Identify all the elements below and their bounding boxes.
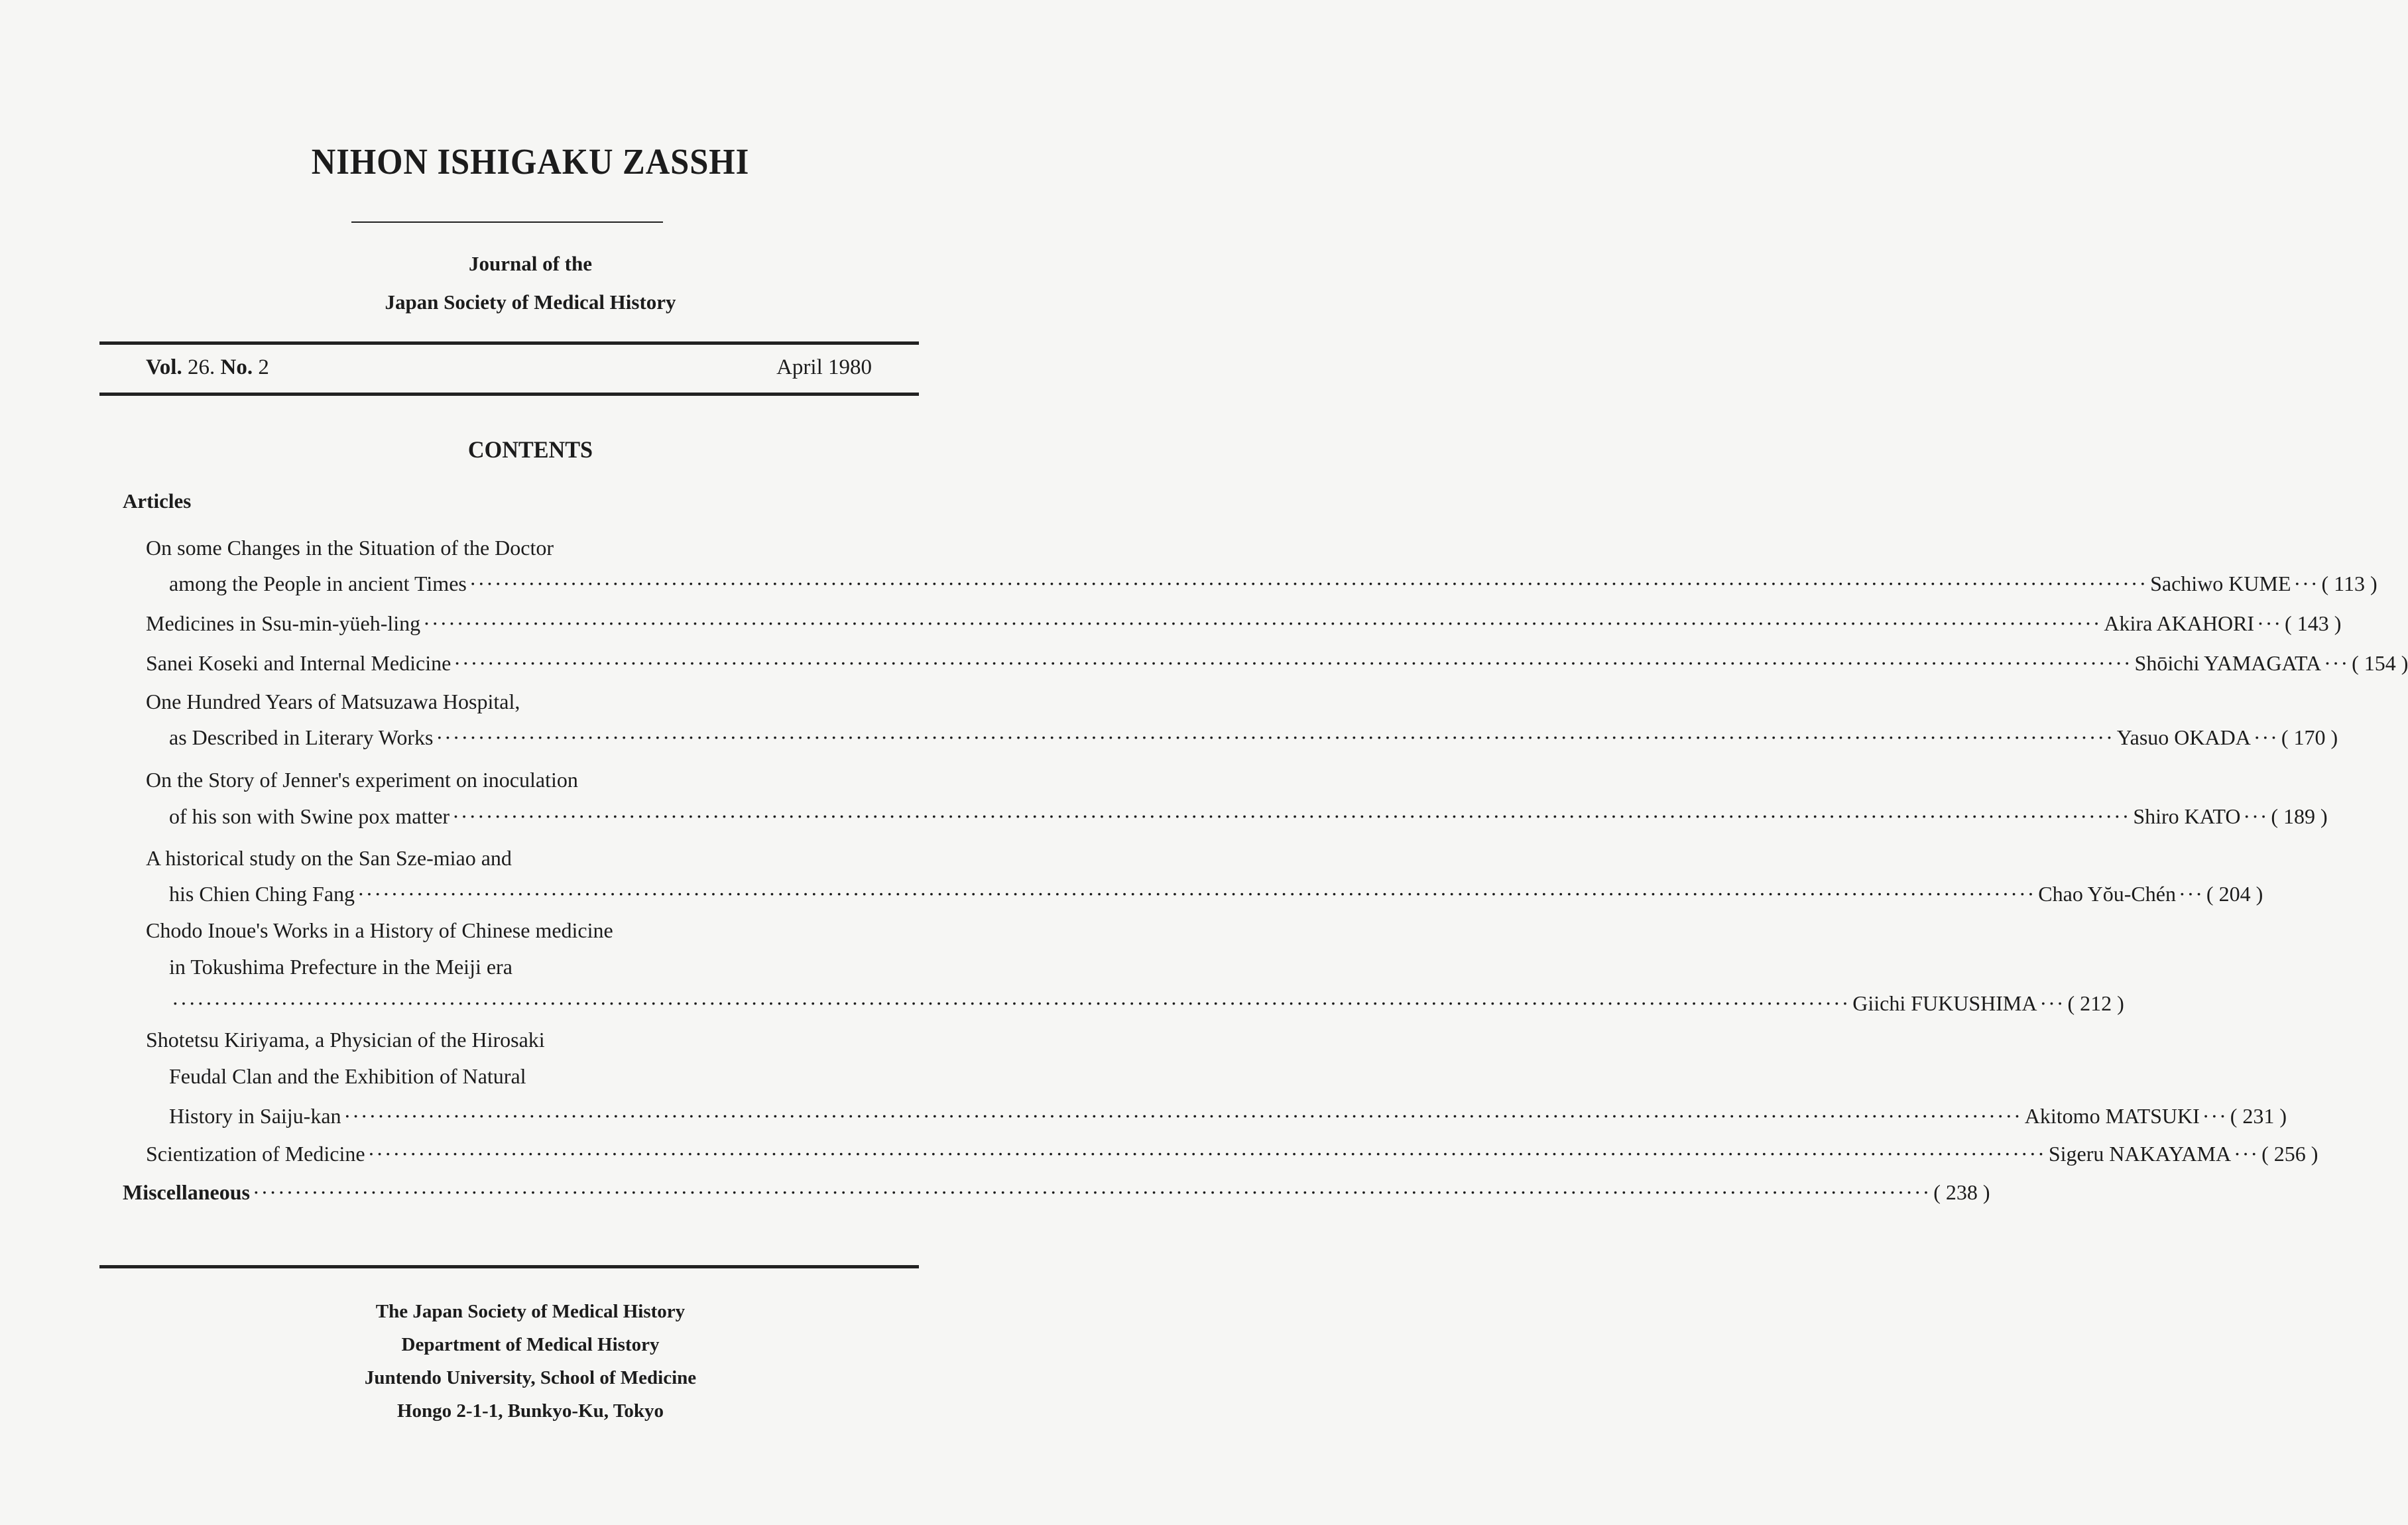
dot-leader: ········································································································································································································ (357, 882, 2036, 906)
article-title-text: On the Story of Jenner's experiment on inoculation (146, 768, 578, 792)
issue-number: 2 (258, 355, 269, 379)
article-author: Akira AKAHORI (2104, 611, 2255, 635)
dot-leader: ··· (2039, 991, 2065, 1015)
footer-rule (99, 1265, 919, 1268)
dot-leader: ··· (2178, 882, 2204, 906)
article-page-number: ( 113 ) (2321, 572, 2378, 595)
contents-heading: CONTENTS (467, 436, 593, 463)
toc-article-line (0, 955, 1061, 984)
article-title-text: in Tokushima Prefecture in the Meiji era (169, 955, 512, 979)
dot-leader: ········································································································································································································ (453, 651, 2132, 675)
journal-subtitle-line2: Japan Society of Medical History (385, 290, 676, 314)
toc-entry (0, 1142, 2318, 1171)
dot-leader: ········································································································································································································ (343, 1104, 2022, 1128)
article-author: Shōichi YAMAGATA (2134, 651, 2322, 675)
article-title-text: among the People in ancient Times (169, 572, 467, 595)
toc-article-line (0, 1064, 1061, 1093)
toc-entry (0, 882, 2263, 911)
toc-article-line (0, 536, 1061, 565)
toc-article-line (0, 918, 1061, 947)
article-page-number: ( 204 ) (2206, 882, 2263, 906)
dot-leader: ········································································································································································································ (252, 1180, 1931, 1204)
dot-leader: ········································································································································································································ (469, 572, 2148, 595)
toc-entry (0, 1104, 2287, 1133)
footer-line-society: The Japan Society of Medical History (375, 1301, 686, 1322)
article-page-number: ( 170 ) (2281, 725, 2338, 749)
dot-leader: ··· (2324, 651, 2350, 675)
article-title-text: Medicines in Ssu-min-yüeh-ling (146, 611, 421, 635)
dot-leader: ··· (2243, 804, 2269, 828)
article-author: Chao Yŏu-Chén (2038, 882, 2176, 906)
article-author: Yasuo OKADA (2116, 725, 2251, 749)
article-title-text: Scientization of Medicine (146, 1142, 365, 1166)
article-title-text: On some Changes in the Situation of the Doctor (146, 536, 554, 560)
dot-leader: ········································································································································································································ (452, 804, 2131, 828)
article-title-text: Sanei Koseki and Internal Medicine (146, 651, 452, 675)
article-author: Shiro KATO (2133, 804, 2241, 828)
toc-miscellaneous (0, 1180, 1990, 1209)
dot-leader: ········································································································································································································ (172, 991, 1850, 1015)
article-title-text: as Described in Literary Works (169, 725, 434, 749)
footer-line-university: Juntendo University, School of Medicine (364, 1367, 697, 1388)
miscellaneous-label: Miscellaneous (123, 1180, 250, 1204)
toc-entry (0, 991, 2124, 1020)
article-title-text: of his son with Swine pox matter (169, 804, 450, 828)
toc-entry (0, 611, 2342, 640)
article-title-text: Shotetsu Kiriyama, a Physician of the Hirosaki (146, 1028, 545, 1052)
dot-leader: ··· (2202, 1104, 2228, 1128)
toc-article-line (0, 768, 1061, 797)
article-page-number: ( 189 ) (2271, 804, 2328, 828)
toc-entry (0, 651, 2408, 680)
miscellaneous-page-number: ( 238 ) (1933, 1180, 1990, 1204)
article-author: Akitomo MATSUKI (2024, 1104, 2200, 1128)
article-title-text: Feudal Clan and the Exhibition of Natural (169, 1064, 526, 1088)
toc-article-line (0, 846, 1061, 875)
dot-leader: ··· (2234, 1142, 2259, 1166)
toc-entry (0, 725, 2338, 755)
article-page-number: ( 231 ) (2230, 1104, 2287, 1128)
article-author: Sigeru NAKAYAMA (2048, 1142, 2232, 1166)
article-page-number: ( 143 ) (2285, 611, 2342, 635)
article-title-text: A historical study on the San Sze-miao and (146, 846, 512, 870)
toc-entry (0, 804, 2328, 833)
volume-number: 26. (187, 355, 215, 379)
header-rule-top (99, 341, 919, 345)
dot-leader: ········································································································································································································ (436, 725, 2114, 749)
issue-date: April 1980 (776, 355, 872, 379)
volume-label: Vol. (146, 355, 182, 379)
dot-leader: ··· (2257, 611, 2283, 635)
toc-article-line (0, 1028, 1061, 1057)
issue-label: No. (220, 355, 253, 379)
article-title-text: his Chien Ching Fang (169, 882, 355, 906)
journal-title: NIHON ISHIGAKU ZASSHI (311, 141, 750, 182)
dot-leader: ··· (2253, 725, 2279, 749)
dot-leader: ········································································································································································································ (367, 1142, 2046, 1166)
toc-entry (0, 572, 2378, 601)
article-title-text: Chodo Inoue's Works in a History of Chinese medicine (146, 918, 613, 942)
footer-line-address: Hongo 2-1-1, Bunkyo-Ku, Tokyo (396, 1400, 664, 1422)
journal-subtitle-line1: Journal of the (469, 252, 592, 275)
articles-heading: Articles (123, 489, 192, 513)
article-page-number: ( 154 ) (2352, 651, 2408, 675)
article-title-text: One Hundred Years of Matsuzawa Hospital, (146, 690, 520, 713)
volume-issue (146, 355, 269, 380)
dot-leader: ········································································································································································································ (423, 611, 2102, 635)
footer-line-department: Department of Medical History (401, 1334, 660, 1355)
article-author: Giichi FUKUSHIMA (1852, 991, 2037, 1015)
title-divider (351, 221, 663, 223)
article-page-number: ( 256 ) (2261, 1142, 2318, 1166)
article-author: Sachiwo KUME (2150, 572, 2291, 595)
header-rule-bottom (99, 393, 919, 396)
dot-leader: ··· (2293, 572, 2319, 595)
article-title-text: History in Saiju-kan (169, 1104, 341, 1128)
toc-article-line (0, 690, 1061, 719)
article-page-number: ( 212 ) (2067, 991, 2124, 1015)
